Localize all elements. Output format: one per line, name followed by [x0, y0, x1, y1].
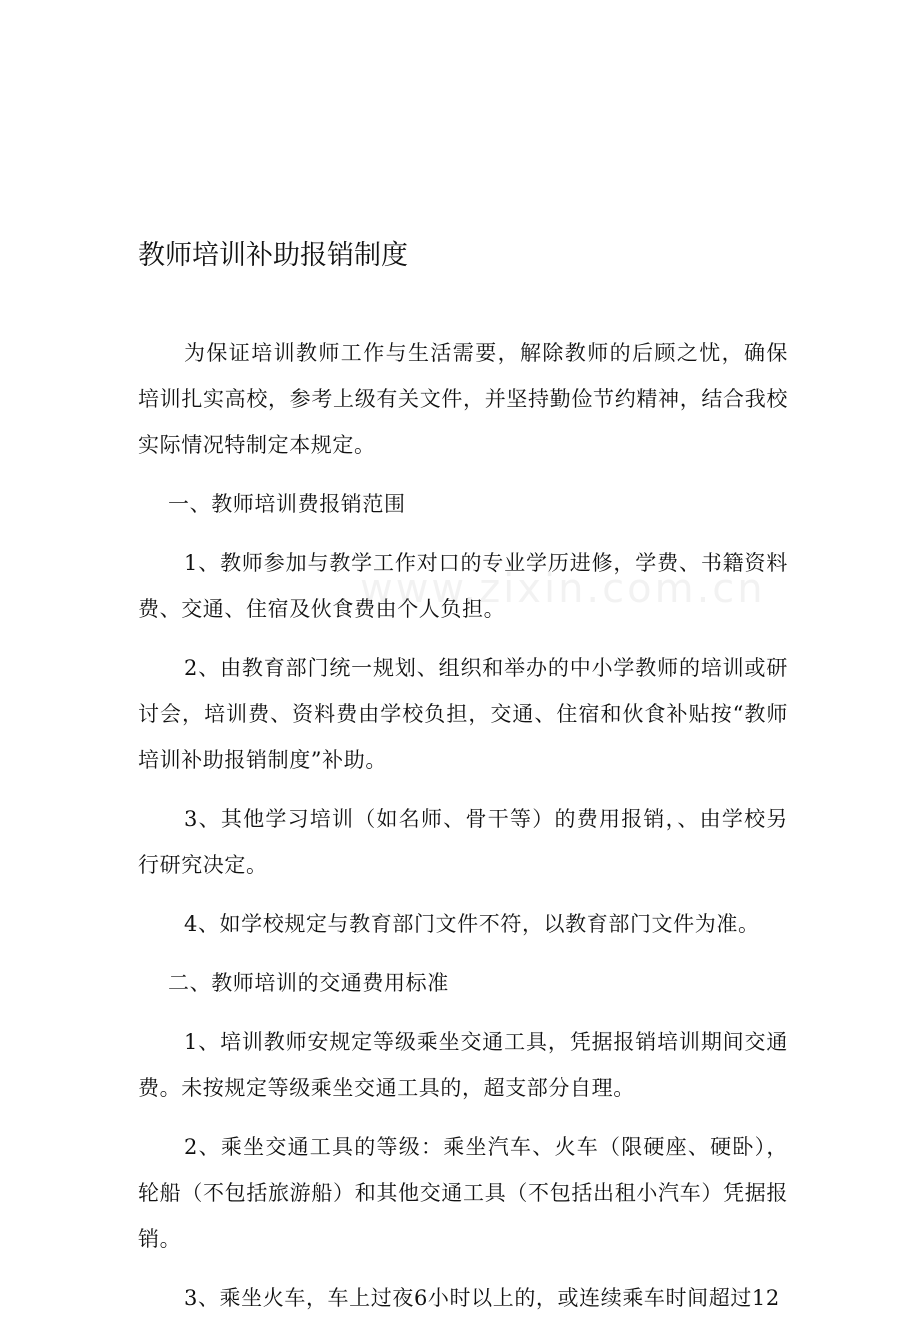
- section-2-item-3: 3、乘坐火车，车上过夜6小时以上的，或连续乘车时间超过12: [184, 1286, 780, 1310]
- section-1-item-4: 4、如学校规定与教育部门文件不符，以教育部门文件为准。: [184, 912, 760, 936]
- document-body: [138, 330, 788, 1334]
- section-heading-1: 一、教师培训费报销范围: [168, 492, 406, 516]
- section-2-item-2: 2、乘坐交通工具的等级：乘坐汽车、火车（限硬座、硬卧），轮船（不包括旅游船）和其他交通工具（不包括出租小汽车）凭据报销。: [138, 1135, 788, 1251]
- section-1-item-1: 1、教师参加与教学工作对口的专业学历进修，学费、书籍资料费、交通、住宿及伙食费由个人负担。: [138, 551, 788, 621]
- section-1-item-3: 3、其他学习培训（如名师、骨干等）的费用报销，、由学校另行研究决定。: [138, 807, 788, 877]
- section-heading-2: 二、教师培训的交通费用标准: [168, 971, 449, 995]
- section-2-item-1: 1、培训教师安规定等级乘坐交通工具，凭据报销培训期间交通费。未按规定等级乘坐交通工具的，超支部分自理。: [138, 1030, 788, 1100]
- intro-paragraph: 为保证培训教师工作与生活需要，解除教师的后顾之忧，确保培训扎实高校，参考上级有关文件，并坚持勤俭节约精神，结合我校实际情况特制定本规定。: [138, 341, 788, 457]
- watermark: www.zixin.com.cn: [360, 566, 766, 612]
- document-title: 教师培训补助报销制度: [138, 240, 408, 271]
- section-1-item-2: 2、由教育部门统一规划、组织和举办的中小学教师的培训或研讨会，培训费、资料费由学校负担，交通、住宿和伙食补贴按“教师培训补助报销制度”补助。: [138, 656, 788, 772]
